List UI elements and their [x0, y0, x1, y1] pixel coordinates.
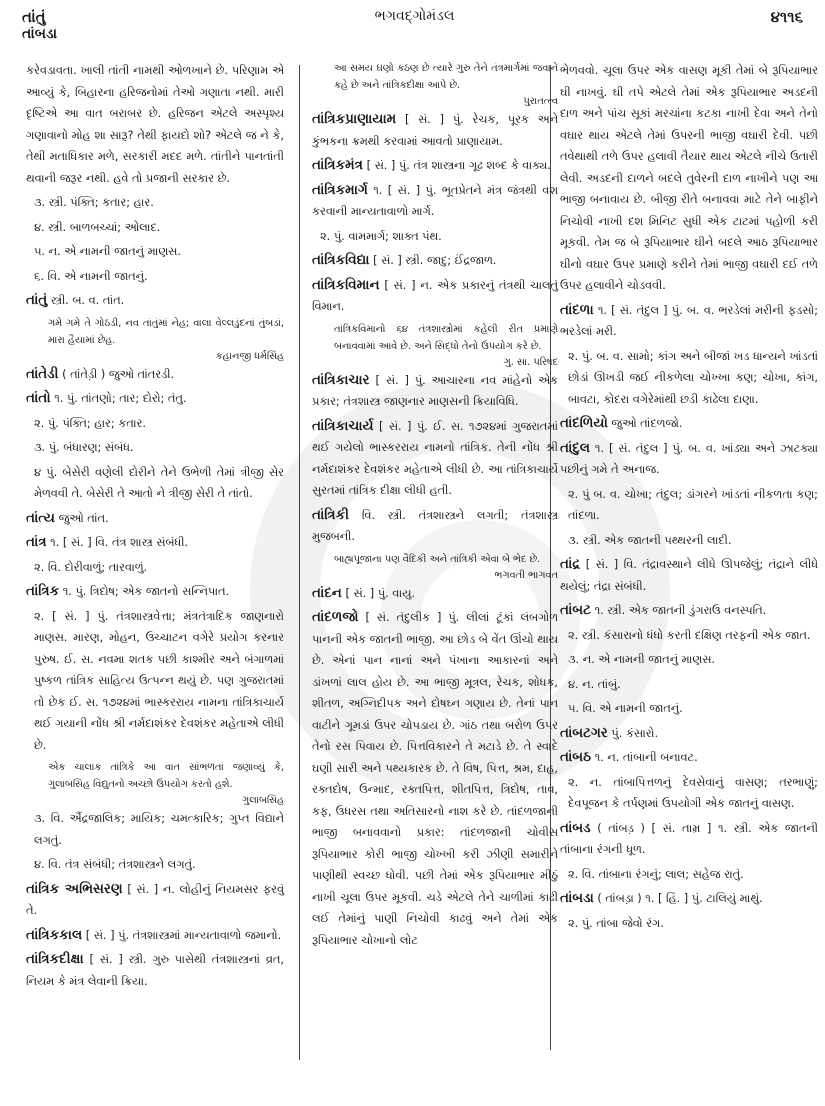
dictionary-entry [26, 532, 284, 554]
dictionary-entry [312, 583, 558, 605]
entry-headword: તાંત્રિકાચાર [312, 371, 370, 388]
dictionary-entry [26, 879, 284, 922]
entry-definition: ૧. પું. ત્રિદોષ; એક જાતનો સન્નિપાત. [62, 585, 230, 598]
entry-sense: ૩. વિ. ઐંદ્રજાલિક; માયિક; ચમત્કારિક; ગુપ્ત વિદ્યાને લગતું. [34, 812, 284, 847]
citation-source: પુરાતત્ત્વ [523, 96, 558, 107]
column-divider [299, 65, 300, 1060]
entry-sense: ૩. સ્ત્રી. એક જાતની પથ્થરની લાદી. [568, 533, 732, 547]
entry-sense: ૨. સ્ત્રી. કંસારાનો ધંધો કરતી દક્ષિણ તરફની એક જાત. [568, 628, 811, 642]
dictionary-title: ભગવદ્ગોમંડલ [374, 8, 455, 24]
entry-headword: તાંદુલ [560, 439, 591, 456]
citation-source: ગુલાબસિંહ [242, 795, 284, 806]
dictionary-entry [26, 388, 284, 410]
column-2 [312, 60, 558, 1060]
entry-sense: ૨. વિ. તાંબાના રંગનું; લાલ; સહેજ રાતું. [568, 867, 744, 881]
entry-definition: ૧. [ સં. તંદુલ ] પું. બ. વ. ખાંડ્યા અને ઝાટક્યા પછીનું ગમે તે અનાજ. [560, 441, 818, 476]
citation-quote: તાંત્રિકવિમાનો ૬૪ તંત્રશાસ્ત્રોમાં કહેલી રીત પ્રમાણે બનાવવામાં આવે છે. અને સિદ્ધો તેનો ઉપયોગ કરે છે. [334, 323, 558, 352]
dictionary-entry [560, 554, 818, 597]
entry-headword: તાંતું [26, 292, 48, 308]
dictionary-entry [26, 581, 284, 603]
entry-definition: [ સં. તંદુલીક ] પું. લીલાં ટૂંકાં લંબગોળ પાનની એક જાતની ભાજી. આ છોડ બે વેંત ઊંચો થાય છે. એનાં પાન નાનાં અને પંખાના આકારનાં અને ડાંખળાં લાલ હોય છે. આ ભાજી મૂત્રલ, રેચક, શોધક, શીતળ, અગ્નિદીપક અને દોષઘ્ન ગણાય છે. તેનાં પાન વાટીને ગૂમડાં ઉપર ચોપડાય છે. ગાંઠ તથા બરોળ ઉપર તેનો રસ પિવાય છે. પિત્તવિકારને તે મટાડે છે. તે સ્વાદે ઘણી સારી અને પથ્યકારક છે. તે વિષ, પિત્ત, શ્રમ, દાહ, રક્તદોષ, ઉન્માદ, રક્તપિત્ત, શીતપિત્ત, ત્રિદોષ, તાવ, કફ, ઉધરસ તથા અતિસારનો નાશ કરે છે. તાંદળજાની ભાજી બનાવવાનો પ્રકાર: તાંદળજાની ચોવીસ રૂપિયાભાર કોરી ભાજી ચોખ્ખી કરી ઝીણી સમારીને પાણીથી સ્વચ્છ ધોવી. પછી તેમાં એક રૂપિયાભાર મીઠું નાખી ચૂલા ઉપર મૂકવી. ચડે એટલે તેને ચાળીમાં કાઢી લઈ તેમાંનું પાણી નિચોવી કાઢવું અને તેમાં એક રૂપિયાભાર ચોખાનો લોટ [312, 611, 558, 947]
entry-headword: તાંત્રિકદીક્ષા [26, 951, 84, 967]
entry-sense: ૨. ન. તાંબાપિત્તળનું દેવસેવાનું વાસણ; તરભાણું; દેવપૂજન કે તર્પણમાં ઉપયોગી એક જાતનું વાસણ. [568, 775, 818, 810]
dictionary-entry [312, 250, 558, 272]
entry-sense: ૩. પું. બંધારણ; સંબંધ. [34, 441, 134, 454]
citation-source: ભગવતી ભાગવત [494, 569, 558, 581]
entry-headword: તાંત્રિકકાલ [26, 926, 83, 943]
dictionary-entry [560, 888, 818, 910]
entry-sense: ૪ પું. બેસેરી વણેલી દોરીને તેને ઉભેળી તેમાં ત્રીજી સેર મેળવવી તે. બેસેરી તે આતો ને ત્રીજી સેરી તે તાંતો. [34, 465, 284, 500]
entry-headword: તાંત્રિક અભિસરણ [26, 880, 123, 897]
entry-definition: જુઓ તાંદળજો. [611, 417, 683, 430]
entry-headword: તાંત્રિકમંત્ર [312, 157, 363, 173]
entry-sense: ૨. પું. બ. વ. સામો; કાંગ અને બીજાં ખડ ધાન્યને ખાંડતાં છોડાં ઊખડી જઈ નીકળેલા ચોખ્ખા કણ; ચોખા, કાંગ, બાવટા, કોદરા વગેરેમાંથી છડી કાઢેલા દાણા. [568, 349, 818, 406]
entry-headword: તાંબટ [560, 602, 591, 618]
column-3 [560, 60, 818, 1060]
dictionary-entry [560, 438, 818, 481]
entry-sense: ૨. પું. પંક્તિ; હાર; કતાર. [34, 416, 146, 430]
entry-sense: ૪. વિ. તંત્ર સંબંધી; તંત્રશાસ્ત્રને લગતું. [34, 858, 196, 871]
dictionary-entry [312, 275, 558, 318]
entry-definition: [ સં. ] સ્ત્રી. ગુરુ પાસેથી તંત્રશાસ્ત્રનાં વ્રત, નિયમ કે મંત્ર લેવાની ક્રિયા. [26, 953, 284, 988]
citation-quote: ગમે ગમે તે ગોઠડી, નવ તાંતુંમાં નેહ; વાલા વેલ્લડુંદનાં તુંબડાં, મારા હૈયામાં છેહ. [48, 317, 284, 346]
dictionary-entry [312, 180, 558, 223]
dictionary-entry [26, 364, 284, 386]
entry-definition: ૧. પું. તાંતણો; તાર; દોરો; તંતુ. [54, 392, 187, 405]
entry-definition: ૧. [ સં. ] વિ. તંત્ર શાસ્ત્ર સંબંધી. [50, 536, 189, 549]
dictionary-columns [22, 60, 818, 1100]
dictionary-entry [312, 416, 558, 502]
dictionary-entry [560, 300, 818, 343]
entry-headword: તાંત્ય [26, 509, 55, 526]
dictionary-entry [26, 949, 284, 992]
entry-definition: પું. કંસારો. [611, 726, 659, 740]
entry-sense: ૬. વિ. એ નામની જાતનું. [34, 269, 148, 283]
entry-definition: ( તાંબડ઼ ) [ સં. તામ્ર ] ૧. સ્ત્રી. એક જાતની તાંબાના રંગની ધૂળ. [560, 821, 818, 856]
entry-definition: [ સં. ] સ્ત્રી. જાદુ; ઈંદ્રજાળ. [373, 254, 497, 267]
entry-definition: ૧. [ સં. ] પું. ભૂતપ્રેતને મંત્ર જંત્રથી વશ કરવાની માન્યતાવાળો માર્ગ. [312, 183, 558, 218]
entry-definition: ૧. સ્ત્રી. એક જાતની ડુંગરાઉ વનસ્પતિ. [594, 604, 767, 617]
entry-headword: તાંત્રિકપ્રાણાયામ [312, 111, 397, 127]
entry-headword: તાંત્રિક [26, 583, 60, 599]
citation-source: કહાનજી ધર્મસિંહ [215, 350, 284, 362]
entry-definition: [ સં. ] પું. વાયુ. [345, 586, 415, 600]
entry-headword: તાંતેડી [26, 365, 59, 382]
entry-definition: વિ. સ્ત્રી. તંત્રશાસ્ત્રને લગતી; તંત્રશાસ્ત્ર મુજબની. [312, 508, 559, 543]
entry-definition: [ સં. ] પું. તંત્ર શાસ્ત્રના ગૂઢ શબ્દ કે વાક્ય. [366, 159, 551, 172]
dictionary-entry [560, 723, 818, 745]
dictionary-entry [26, 508, 284, 530]
entry-headword: તાંદ્ર [560, 556, 581, 572]
dictionary-entry [312, 370, 558, 413]
entry-headword: તાંદન [312, 584, 342, 601]
entry-headword: તાંત્રિકાચાર્ય [312, 417, 374, 434]
dictionary-entry [312, 109, 558, 152]
entry-definition: [ સં. ] ન. લોહીનું નિયમસર ફરવું તે. [26, 882, 284, 917]
guide-word-last: તાંબડા [22, 26, 58, 42]
dictionary-entry [26, 290, 284, 312]
entry-definition: ( તાંબડ઼ા ) ૧. [ હિં. ] પું. ટાલિયું માથું. [597, 892, 763, 905]
entry-headword: તાંદળજો [312, 609, 359, 625]
entry-sense: ૩. સ્ત્રી. પંક્તિ; કતાર; હાર. [34, 196, 154, 209]
entry-definition: ૧. ન. તાંબાની બનાવટ. [594, 751, 698, 764]
entry-headword: તાંબડા [560, 890, 594, 906]
dictionary-entry [560, 747, 818, 769]
column-1 [26, 60, 284, 1060]
page-header [22, 8, 807, 42]
continued-text: ભેળવવો. ચૂલા ઉપર એક વાસણ મૂકી તેમાં બે રૂપિયાભાર ઘી નાખવું. ઘી તપે એટલે તેમાં એક રૂપિયાભાર અડદની દાળ અને પાંચ સૂકાં મરચાંના કટકા નાખી દેવા અને તેનો વઘાર થાય એટલે તેમાં ઉપરની ભાજી વઘારી દેવી. પછી તવેથાથી તળે ઉપર હલાવી તૈયાર થાય એટલે નીચે ઉતારી લેવી. અડદની દાળને બદલે તુવેરની દાળ નાખીને પણ આ ભાજી બનાવાય છે. બીજી રીતે બનાવવા માટે તેને બાફીને નિચોવી નાખી દશ મિનિટ સુધી એક ટાટમાં પહોળી કરી મૂકવી. તેમ જ બે રૂપિયાભાર ઘીને બદલે આઠ રૂપિયાભાર ઘીનો વઘાર ઉપર પ્રમાણે કરીને તેમાં ભાજી વઘારી દઈ તળે ઉપર હલાવીને ચોડવવી. [560, 64, 818, 292]
entry-headword: તાંત્રિકવિદ્યા [312, 252, 370, 268]
entry-sense: ૪. સ્ત્રી. બાળબચ્ચાં; ઓલાદ. [34, 220, 161, 234]
entry-headword: તાંદળિયો [560, 415, 608, 431]
entry-sense: ૫. વિ. એ નામની જાતનું. [568, 702, 683, 715]
entry-headword: તાંત્રિકી [312, 506, 350, 523]
entry-definition: [ સં. ] પું. તંત્રશાસ્ત્રમાં માન્યતાવાળો જમાનો. [85, 928, 282, 942]
citation-quote: બાહ્યપૂજાના પણ વૈદિકી અને તાંત્રિકી એવા બે ભેદ છે. [334, 553, 541, 565]
entry-sense: ૩. ન. એ નામની જાતનું માણસ. [568, 653, 716, 666]
entry-definition: [ સં. ] પું. ઈ. સ. ૧૭૨૪માં ગુજરાતમાં થઈ ગયેલો ભાસ્કરરાય નામનો તાંત્રિક. તેની નોંધ શ્રી નર્મદાશંકર દેવશંકર મહેતાએ લીધી છે. આ તાંત્રિકાચાર્યે સુરતમાં તાંત્રિક દીક્ષા લીધી હતી. [312, 419, 558, 497]
entry-headword: તાંબડ [560, 819, 591, 836]
entry-sense: ૪. ન. તાંબું. [568, 677, 621, 691]
entry-headword: તાંત્રિકમાર્ગ [312, 181, 368, 198]
entry-sense: ૨. વિ. દોરીવાળું; તારવાળું. [34, 560, 148, 574]
entry-definition: [ સં. ] પું. રેચક, પૂરક અને કુંભકના ક્રમથી કરવામાં આવતો પ્રાણાયામ. [312, 113, 559, 148]
citation-source: ગુ. સા. પરિષદ [503, 356, 558, 368]
entry-definition: ( તાંતેડ઼ી ) જુઓ તાંતરડી. [62, 367, 175, 381]
entry-sense: ૫. ન. એ નામની જાતનું માણસ. [34, 245, 181, 258]
entry-headword: તાંદળા [560, 301, 594, 318]
entry-definition: [ સં. ] પું. આચારના નવ માંહેનો એક પ્રકાર; તંત્રશાસ્ત્ર જાણનાર માણસની ક્રિયાવિધિ. [312, 373, 559, 408]
entry-definition: [ સં. ] વિ. તંદ્રાવસ્થાને લીધે ઊપજેલું; તંદ્રાને લીધે થયેલું; તંદ્રા સંબંધી. [560, 558, 818, 593]
entry-headword: તાંત્ર [26, 534, 47, 550]
citation-quote: આ સમય ઘણો કઠણ છે ત્યારે ગુરુ તેને તંત્રમાર્ગમાં જવાને કહે છે અને તાંત્રિકદીક્ષા આપે છે. [334, 63, 558, 91]
page-number: ૪૧૧૬ [770, 8, 803, 26]
entry-definition: સ્ત્રી. બ. વ. તાંત. [50, 294, 125, 307]
guide-word-first: તાંતું [22, 8, 46, 26]
entry-definition: [ સં. ] ન. એક પ્રકારનું તંત્રથી ચાલતું વિમાન. [312, 278, 558, 313]
continued-text: કરેવડાવતા. ખાલી તાંતી નામથી ઓળખાને છે. પરિણામ એ આવ્યું કે, બિહારના હરિજનોમાં તેઓ ગણાતા નથી. મારી દૃષ્ટિએ આ વાત બરાબર છે. હરિજન એટલે અસ્પૃશ્ય ગણાવાનો મોહ શા સારૂ? તેથી ફાયદો શો? એટલે જ ને કે, તેથી મતાધિકાર મળે, સરકારી મદદ મળે. તાંતીને પાનતાંતી થવાની જરૂર નથી. હવે તો પ્રજાની સરકાર છે. [26, 64, 284, 185]
entry-definition: જુઓ તાંત. [58, 511, 109, 525]
dictionary-entry [312, 505, 558, 548]
entry-headword: તાંબટગર [560, 724, 608, 741]
entry-headword: તાંબઠ [560, 749, 591, 765]
dictionary-entry [312, 607, 558, 951]
entry-sense: ૨. [ સં. ] પું. તંત્રશાસ્ત્રવેત્તા; મંત્રતંત્રાદિક જાણનારો માણસ. મારણ, મોહન, ઉચ્ચાટન વગેરે પ્રયોગ કરનાર પુરુષ. ઈ. સ. નવમા શતક પછી કાશ્મીર અને બંગાળમાં પુષ્કળ તાંત્રિક સાહિત્ય ઉત્પન્ન થયું છે. પણ ગુજરાતમાં તો છેક ઈ. સ. ૧૭૨૪માં ભાસ્કરરાય નામના તાંત્રિકાચાર્ય થઈ ગયાની નોંધ શ્રી નર્મદાશંકર દેવશંકર મહેતાએ લીધી છે. [34, 609, 284, 752]
entry-sense: ૨. પું બ. વ. ચોખા; તંદુલ; ડાંગરને ખાંડતાં નીકળતા કણ; તાંદળા. [568, 487, 818, 522]
dictionary-entry [560, 600, 818, 622]
entry-headword: તાંત્રિકવિમાન [312, 276, 380, 293]
dictionary-entry [26, 925, 284, 947]
entry-sense: ૨. પું. વામમાર્ગ; શાક્ત પંથ. [320, 229, 442, 243]
entry-definition: ૧. [ સં. તંદુલ ] પું. બ. વ. ભરડેલાં મરીની ફડસો; ભરડેલાં મરી. [560, 303, 818, 338]
dictionary-entry [560, 413, 818, 435]
entry-sense: ૨. પું. તાંબા જેવો રંગ. [568, 916, 664, 930]
dictionary-entry [312, 155, 558, 177]
dictionary-entry [560, 818, 818, 861]
citation-quote: એક ચાલાક તાંત્રિકે આ વાત સાંભળતાં જણાવ્યું કે, ગુલાબસિંહ વિદ્યુતનો અચ્છો ઉપયોગ કરતો હશે. [48, 762, 284, 790]
entry-headword: તાંતો [26, 390, 51, 406]
